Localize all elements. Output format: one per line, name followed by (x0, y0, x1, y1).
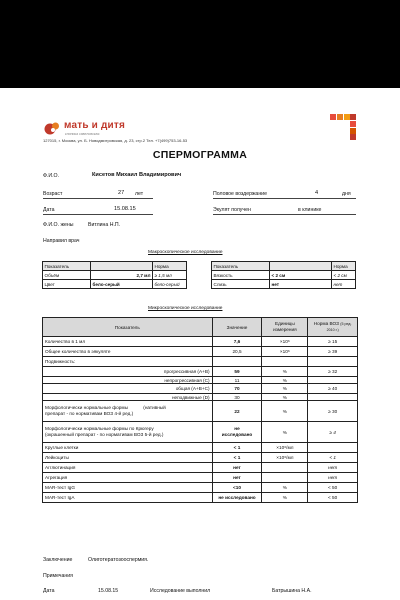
table-cell: нет (332, 280, 356, 289)
row-norm: ≥ 39 (308, 347, 358, 357)
table-cell: Норма (153, 262, 187, 271)
footer-date-label: Дата (43, 588, 55, 594)
table-cell (270, 262, 332, 271)
table-cell: Цвет (43, 280, 91, 289)
row-unit: % (262, 483, 308, 493)
macro-section-title: Макроскопическое исследование (148, 250, 223, 255)
table-cell (91, 262, 153, 271)
table-row (43, 357, 358, 367)
row-value-line2: исследовано (221, 432, 253, 437)
table-cell: < 2 см (332, 271, 356, 280)
table-cell: Объём (43, 271, 91, 280)
table-row (43, 473, 358, 483)
row-value: 59 (212, 367, 262, 377)
row-value: нет (212, 463, 262, 473)
row-value: нет (212, 473, 262, 483)
clinic-address: 127015, г. Москва, ул. Б. Новодмитровская, д. 23, стр.2 Тел. +7(499)753-16-53 (43, 138, 188, 143)
row-label: Агрегация (43, 473, 213, 483)
table-cell: бело-серый (91, 280, 153, 289)
table-row (43, 337, 358, 347)
header-units: Единицы измерения (262, 318, 308, 337)
table-row (43, 463, 358, 473)
row-unit: ×10⁶/мл (262, 443, 308, 453)
row-norm: ≥ 15 (308, 337, 358, 347)
row-label: неподвижные (D) (43, 394, 213, 401)
row-value: <10 (212, 483, 262, 493)
abstinence-label: Половое воздержание (213, 191, 267, 197)
ejaculate-label: Экулят получен (213, 207, 251, 213)
abstinence-unit: дня (342, 191, 351, 197)
table-row (43, 384, 358, 394)
row-label-line1: Морфологически нормальные формы по Крюгеру (45, 426, 154, 431)
row-norm: нет (308, 473, 358, 483)
table-row (43, 271, 187, 280)
age-value: 27 (118, 190, 125, 196)
conclusion-value: Олиготератозооспермия. (88, 557, 149, 563)
row-unit: % (262, 384, 308, 394)
row-label: Лейкоциты (43, 453, 213, 463)
ejaculate-value: в клинике (298, 207, 322, 213)
fio-label: Ф.И.О. (43, 173, 60, 179)
age-label: Возраст (43, 191, 63, 197)
table-row (43, 280, 187, 289)
row-value-line1: не (234, 426, 240, 431)
row-label-line2: (окрашенный препарат - по нормативам ВОЗ 5-й ред.) (45, 432, 164, 437)
footer-date-value: 15.08.15 (98, 588, 119, 594)
table-header-row (43, 318, 358, 337)
clinic-tagline: клиника савеловская (65, 132, 100, 136)
table-cell: Показатель (212, 262, 270, 271)
table-cell: < 2 см (270, 271, 332, 280)
referral-label: Направил врач (43, 238, 80, 244)
performed-label: Исследование выполнил (150, 588, 211, 594)
row-norm (308, 377, 358, 384)
row-value: 70 (212, 384, 262, 394)
header-norm-label: Норма ВОЗ (313, 321, 339, 326)
row-value: не исследовано (212, 493, 262, 503)
macro-right-table (211, 261, 356, 289)
row-norm: < 50 (308, 483, 358, 493)
row-unit: % (262, 401, 308, 422)
row-label: непрогрессивная (C) (43, 377, 213, 384)
header-value: Значение (212, 318, 262, 337)
table-row (43, 377, 358, 384)
table-row (43, 401, 358, 422)
row-label: MAR-тест IgA (43, 493, 213, 503)
wife-label: Ф.И.О. жены (43, 222, 74, 228)
macro-left-table (42, 261, 187, 289)
table-cell: Показатель (43, 262, 91, 271)
table-row (43, 347, 358, 357)
row-value (212, 357, 262, 367)
header-param: Показатель (43, 318, 213, 337)
row-norm (308, 394, 358, 401)
row-unit: % (262, 377, 308, 384)
table-row (43, 443, 358, 453)
row-unit: % (262, 422, 308, 443)
row-value: < 1 (212, 453, 262, 463)
row-norm (308, 357, 358, 367)
page-title: СПЕРМОГРАММА (152, 149, 248, 161)
clinic-brand: мать и дитя (64, 120, 126, 131)
table-cell: нет (270, 280, 332, 289)
report-sheet (0, 88, 400, 600)
clinic-logo-icon (43, 121, 61, 135)
row-norm: ≥ 30 (308, 401, 358, 422)
date-label: Дата (43, 207, 55, 213)
row-label: Количество в 1 мл (43, 337, 213, 347)
row-norm: ≥ 4 (308, 422, 358, 443)
table-cell: Норма (332, 262, 356, 271)
conclusion-label: Заключение (43, 557, 73, 563)
row-unit: ×10⁶ (262, 337, 308, 347)
date-value: 15.08.15 (114, 206, 136, 212)
performed-value: Батрышина Н.А. (272, 588, 312, 594)
row-norm: < 50 (308, 493, 358, 503)
table-cell: ≥ 1,5 мл (153, 271, 187, 280)
row-label: Круглые клетки (43, 443, 213, 453)
row-label: общая (A+B+C) (43, 384, 213, 394)
row-value: 20,5 (212, 347, 262, 357)
row-norm: ≥ 32 (308, 367, 358, 377)
notes-label: Примечания (43, 573, 73, 579)
micro-table (42, 317, 358, 503)
row-norm (308, 443, 358, 453)
abstinence-underline (213, 198, 356, 199)
row-norm: ≥ 40 (308, 384, 358, 394)
row-norm: < 1 (308, 453, 358, 463)
header-norm (308, 318, 358, 337)
row-unit: % (262, 367, 308, 377)
table-row (43, 367, 358, 377)
corner-brand-icon (330, 114, 356, 140)
row-value: 11 (212, 377, 262, 384)
row-label (43, 401, 213, 422)
table-row (212, 271, 356, 280)
wife-value: Витлина Н.П. (88, 222, 121, 228)
row-unit: % (262, 394, 308, 401)
row-value: 7,6 (212, 337, 262, 347)
row-unit (262, 463, 308, 473)
row-label-line1b: (нативный (143, 405, 166, 410)
table-cell: 2,7 мл (91, 271, 153, 280)
table-cell: бело-серый (153, 280, 187, 289)
ejaculate-underline (213, 214, 356, 215)
abstinence-value: 4 (315, 190, 319, 196)
fio-value: Кисетов Михаил Владимирович (92, 172, 182, 178)
row-value: 22 (212, 401, 262, 422)
table-row (43, 422, 358, 443)
row-label-line1: Морфологически нормальные формы (45, 405, 128, 410)
row-unit (262, 473, 308, 483)
table-row (212, 280, 356, 289)
row-value: 30 (212, 394, 262, 401)
row-unit: ×10⁶ (262, 347, 308, 357)
row-unit (262, 357, 308, 367)
age-underline (43, 198, 153, 199)
row-value (212, 422, 262, 443)
row-label: Подвижность: (43, 357, 213, 367)
table-row (43, 262, 187, 271)
row-unit: % (262, 493, 308, 503)
row-norm: нет (308, 463, 358, 473)
row-unit: ×10⁶/мл (262, 453, 308, 463)
table-row (43, 493, 358, 503)
table-row (43, 453, 358, 463)
table-row (212, 262, 356, 271)
row-label: Агглютинация (43, 463, 213, 473)
row-label-line2: препарат - по нормативам ВОЗ 4-й ред.) (45, 411, 134, 416)
table-row (43, 483, 358, 493)
table-cell: Вязкость (212, 271, 270, 280)
header-norm-note: (5 ред. 2010 г.) (326, 322, 352, 332)
row-label: Общее количество в эякуляте (43, 347, 213, 357)
row-label: MAR-тест IgG (43, 483, 213, 493)
table-cell: Слизь (212, 280, 270, 289)
micro-section-title: Микроскопическое исследование (148, 306, 223, 311)
row-value: < 1 (212, 443, 262, 453)
age-unit: лет (135, 191, 144, 197)
table-row (43, 394, 358, 401)
date-underline (43, 214, 153, 215)
row-label (43, 422, 213, 443)
row-label: прогрессивная (A+B) (43, 367, 213, 377)
